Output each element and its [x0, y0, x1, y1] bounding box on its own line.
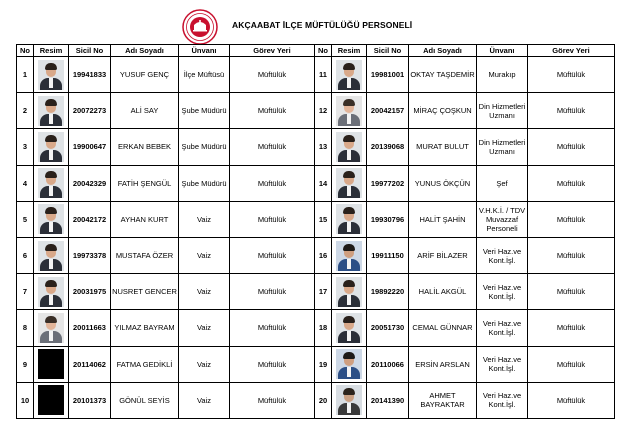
person-photo — [336, 313, 362, 343]
person-name: FATİH ŞENGÜL — [111, 165, 179, 201]
row-number: 16 — [315, 237, 332, 273]
person-name: ERKAN BEBEK — [111, 129, 179, 165]
photo-cell — [332, 57, 367, 93]
photo-cell — [34, 346, 69, 382]
sicil-number: 20011663 — [69, 310, 111, 346]
sicil-number: 20110066 — [367, 346, 409, 382]
person-title: Vaiz — [179, 382, 230, 418]
table-row — [17, 274, 615, 310]
duty-location: Müftülük — [528, 93, 615, 129]
duty-location: Müftülük — [230, 310, 315, 346]
table-header-row — [17, 45, 615, 57]
person-photo — [38, 168, 64, 198]
sicil-number: 19911150 — [367, 237, 409, 273]
column-header-sicil: Sicil No — [69, 45, 111, 57]
sicil-number: 20114062 — [69, 346, 111, 382]
duty-location: Müftülük — [528, 201, 615, 237]
person-title: Vaiz — [179, 310, 230, 346]
duty-location: Müftülük — [528, 237, 615, 273]
person-title: V.H.K.İ. / TDV Muvazzaf Personeli — [477, 201, 528, 237]
column-header-photo: Resim — [332, 45, 367, 57]
row-number: 5 — [17, 201, 34, 237]
person-name: ARİF BİLAZER — [409, 237, 477, 273]
person-photo — [38, 60, 64, 90]
photo-cell — [34, 57, 69, 93]
person-name: FATMA GEDİKLİ — [111, 346, 179, 382]
row-number: 13 — [315, 129, 332, 165]
photo-cell — [332, 93, 367, 129]
duty-location: Müftülük — [230, 57, 315, 93]
duty-location: Müftülük — [230, 274, 315, 310]
person-name: YILMAZ BAYRAM — [111, 310, 179, 346]
person-name: MİRAÇ ÇOŞKUN — [409, 93, 477, 129]
person-name: CEMAL GÜNNAR — [409, 310, 477, 346]
row-number: 6 — [17, 237, 34, 273]
person-photo — [38, 277, 64, 307]
person-name: YUSUF GENÇ — [111, 57, 179, 93]
duty-location: Müftülük — [528, 129, 615, 165]
person-name: OKTAY TAŞDEMİR — [409, 57, 477, 93]
row-number: 3 — [17, 129, 34, 165]
row-number: 1 — [17, 57, 34, 93]
duty-location: Müftülük — [230, 346, 315, 382]
duty-location: Müftülük — [528, 165, 615, 201]
person-photo — [336, 349, 362, 379]
sicil-number: 19981001 — [367, 57, 409, 93]
column-header-title: Ünvanı — [179, 45, 230, 57]
sicil-number: 20101373 — [69, 382, 111, 418]
photo-cell — [34, 93, 69, 129]
sicil-number: 20042157 — [367, 93, 409, 129]
page-title: AKÇAABAT İLÇE MÜFTÜLÜĞÜ PERSONELİ — [232, 20, 413, 30]
person-title: Vaiz — [179, 346, 230, 382]
person-name: HALİL AKGÜL — [409, 274, 477, 310]
column-header-no: No — [17, 45, 34, 57]
photo-redacted — [38, 349, 64, 379]
table-row — [17, 237, 615, 273]
sicil-number: 20139068 — [367, 129, 409, 165]
person-photo — [336, 204, 362, 234]
duty-location: Müftülük — [230, 382, 315, 418]
person-photo — [336, 96, 362, 126]
sicil-number: 20042172 — [69, 201, 111, 237]
table-row — [17, 93, 615, 129]
photo-cell — [332, 129, 367, 165]
sicil-number: 19892220 — [367, 274, 409, 310]
person-title: Şube Müdürü — [179, 129, 230, 165]
person-title: Şube Müdürü — [179, 165, 230, 201]
duty-location: Müftülük — [230, 201, 315, 237]
person-photo — [38, 241, 64, 271]
person-photo — [336, 385, 362, 415]
column-header-name: Adı Soyadı — [409, 45, 477, 57]
person-name: ERSİN ARSLAN — [409, 346, 477, 382]
row-number: 11 — [315, 57, 332, 93]
column-header-location: Görev Yeri — [528, 45, 615, 57]
person-photo — [336, 60, 362, 90]
person-name: HALİT ŞAHİN — [409, 201, 477, 237]
row-number: 20 — [315, 382, 332, 418]
row-number: 4 — [17, 165, 34, 201]
person-title: Veri Haz.ve Kont.İşl. — [477, 274, 528, 310]
sicil-number: 20072273 — [69, 93, 111, 129]
table-row — [17, 310, 615, 346]
row-number: 17 — [315, 274, 332, 310]
photo-redacted — [38, 385, 64, 415]
sicil-number: 19977202 — [367, 165, 409, 201]
photo-cell — [332, 165, 367, 201]
person-photo — [336, 132, 362, 162]
photo-cell — [332, 382, 367, 418]
table-row — [17, 382, 615, 418]
row-number: 10 — [17, 382, 34, 418]
photo-cell — [34, 274, 69, 310]
sicil-number: 19973378 — [69, 237, 111, 273]
sicil-number: 20031975 — [69, 274, 111, 310]
row-number: 2 — [17, 93, 34, 129]
table-body — [17, 57, 615, 419]
duty-location: Müftülük — [528, 382, 615, 418]
document-header — [0, 0, 620, 44]
column-header-name: Adı Soyadı — [111, 45, 179, 57]
sicil-number: 19900647 — [69, 129, 111, 165]
row-number: 15 — [315, 201, 332, 237]
person-title: Veri Haz.ve Kont.İşl. — [477, 310, 528, 346]
table-row — [17, 129, 615, 165]
person-photo — [38, 204, 64, 234]
photo-cell — [34, 129, 69, 165]
photo-cell — [332, 237, 367, 273]
person-title: Din Hizmetleri Uzmanı — [477, 93, 528, 129]
person-title: Veri Haz.ve Kont.İşl. — [477, 346, 528, 382]
photo-cell — [34, 237, 69, 273]
photo-cell — [34, 382, 69, 418]
row-number: 12 — [315, 93, 332, 129]
photo-cell — [34, 310, 69, 346]
person-name: MURAT BULUT — [409, 129, 477, 165]
photo-cell — [332, 346, 367, 382]
sicil-number: 20042329 — [69, 165, 111, 201]
photo-cell — [332, 310, 367, 346]
duty-location: Müftülük — [528, 310, 615, 346]
person-name: GÖNÜL SEYİS — [111, 382, 179, 418]
person-photo — [38, 96, 64, 126]
column-header-no: No — [315, 45, 332, 57]
person-photo — [336, 277, 362, 307]
duty-location: Müftülük — [528, 57, 615, 93]
duty-location: Müftülük — [528, 274, 615, 310]
person-name: YUNUS ÖKÇÜN — [409, 165, 477, 201]
row-number: 8 — [17, 310, 34, 346]
person-photo — [38, 313, 64, 343]
person-name: MUSTAFA ÖZER — [111, 237, 179, 273]
photo-cell — [332, 274, 367, 310]
sicil-number: 19930796 — [367, 201, 409, 237]
table-row — [17, 165, 615, 201]
personnel-table — [16, 44, 615, 419]
duty-location: Müftülük — [528, 346, 615, 382]
sicil-number: 19941833 — [69, 57, 111, 93]
person-title: Şef — [477, 165, 528, 201]
duty-location: Müftülük — [230, 129, 315, 165]
row-number: 9 — [17, 346, 34, 382]
row-number: 7 — [17, 274, 34, 310]
person-title: Din Hizmetleri Uzmanı — [477, 129, 528, 165]
person-photo — [336, 168, 362, 198]
table-row — [17, 346, 615, 382]
person-title: Vaiz — [179, 274, 230, 310]
person-title: Veri Haz.ve Kont.İşl. — [477, 237, 528, 273]
person-name: NUSRET GENCER — [111, 274, 179, 310]
photo-cell — [34, 201, 69, 237]
person-title: Murakıp — [477, 57, 528, 93]
row-number: 18 — [315, 310, 332, 346]
table-row — [17, 201, 615, 237]
photo-cell — [34, 165, 69, 201]
person-title: Şube Müdürü — [179, 93, 230, 129]
person-name: AYHAN KURT — [111, 201, 179, 237]
row-number: 14 — [315, 165, 332, 201]
duty-location: Müftülük — [230, 165, 315, 201]
person-title: Vaiz — [179, 201, 230, 237]
duty-location: Müftülük — [230, 237, 315, 273]
column-header-sicil: Sicil No — [367, 45, 409, 57]
column-header-location: Görev Yeri — [230, 45, 315, 57]
person-title: Veri Haz.ve Kont.İşl. — [477, 382, 528, 418]
sicil-number: 20051730 — [367, 310, 409, 346]
sicil-number: 20141390 — [367, 382, 409, 418]
column-header-title: Ünvanı — [477, 45, 528, 57]
person-title: Vaiz — [179, 237, 230, 273]
person-photo — [38, 132, 64, 162]
duty-location: Müftülük — [230, 93, 315, 129]
person-name: AHMET BAYRAKTAR — [409, 382, 477, 418]
row-number: 19 — [315, 346, 332, 382]
person-title: İlçe Müftüsü — [179, 57, 230, 93]
photo-cell — [332, 201, 367, 237]
table-row — [17, 57, 615, 93]
column-header-photo: Resim — [34, 45, 69, 57]
diyanet-logo-icon — [182, 9, 218, 45]
person-name: ALİ SAY — [111, 93, 179, 129]
person-photo — [336, 241, 362, 271]
